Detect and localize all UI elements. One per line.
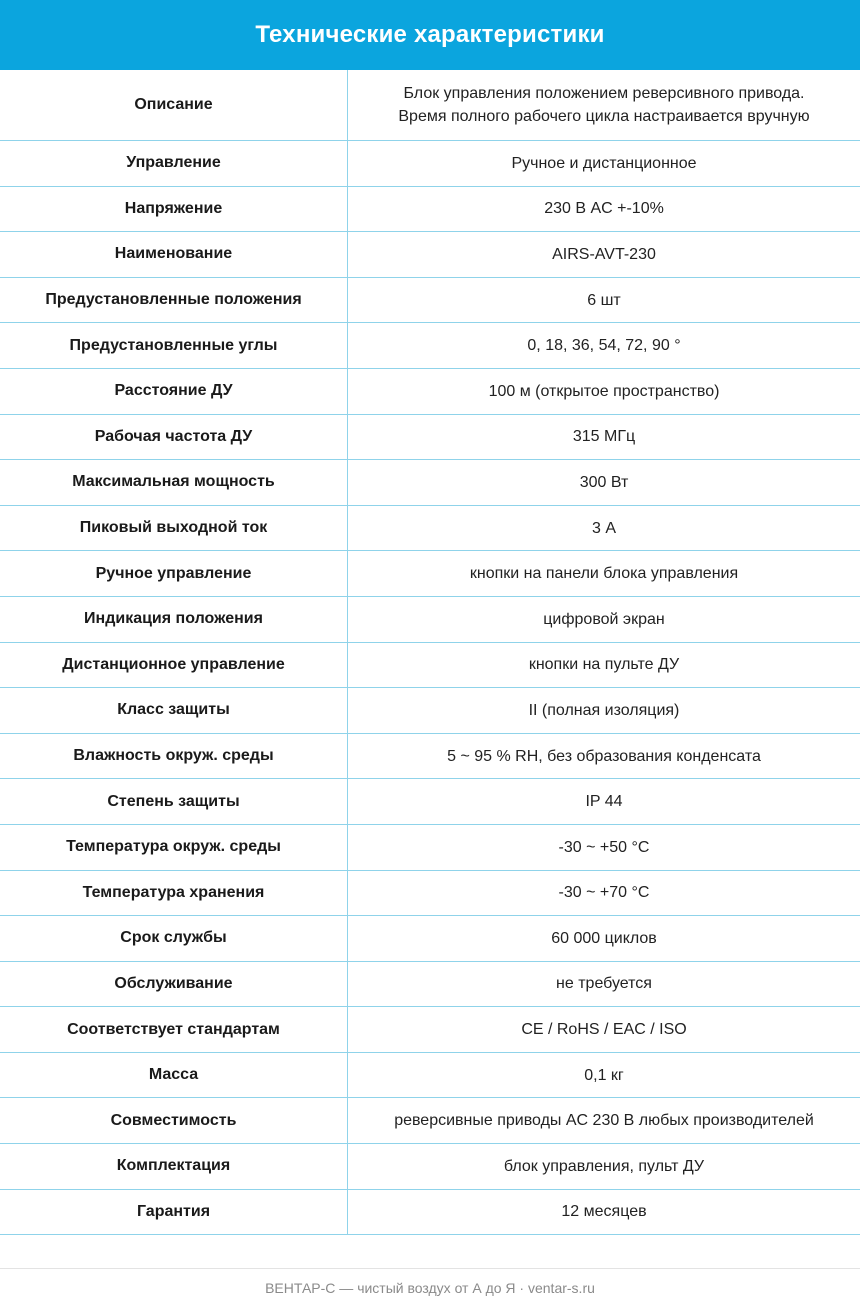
spec-row [0,232,860,278]
spec-row [0,734,860,780]
spec-name: Влажность окруж. среды [0,734,348,779]
spec-name: Предустановленные положения [0,278,348,323]
page-header [0,0,860,70]
spec-value: 5 ~ 95 % RH, без образования конденсата [447,747,761,765]
spec-value: 230 В AC +-10% [544,200,664,218]
spec-name: Рабочая частота ДУ [0,415,348,460]
spec-value: цифровой экран [543,610,665,628]
spec-value: IP 44 [585,793,623,811]
spec-name: Дистанционное управление [0,643,348,688]
spec-value: 6 шт [587,291,621,309]
spec-row [0,369,860,415]
spec-row [0,70,860,141]
spec-value: -30 ~ +50 °C [558,838,650,856]
spec-name: Предустановленные углы [0,323,348,368]
footer-text: ВЕНТАР-С — чистый воздух от А до Я · ventar-s.ru [265,1280,595,1296]
footer-divider [0,1268,860,1269]
spec-value: кнопки на панели блока управления [469,565,739,583]
spec-name: Наименование [0,232,348,277]
spec-name: Температура окруж. среды [0,825,348,870]
spec-row [0,916,860,962]
spec-name: Температура хранения [0,871,348,916]
spec-row [0,688,860,734]
page-title: Технические характеристики [255,21,605,48]
spec-name: Степень защиты [0,779,348,824]
spec-name: Управление [0,141,348,186]
spec-value: Блок управления положением реверсивного привода. Время полного рабочего цикла настраивается вручную [398,85,810,125]
spec-row [0,779,860,825]
spec-value: -30 ~ +70 °C [558,884,650,902]
spec-value: 0,1 кг [584,1066,624,1084]
spec-value: реверсивные приводы AC 230 В любых производителей [394,1112,814,1130]
spec-row [0,323,860,369]
spec-row [0,1098,860,1144]
spec-row [0,962,860,1008]
spec-row [0,1190,860,1236]
spec-name: Расстояние ДУ [0,369,348,414]
spec-row [0,551,860,597]
spec-name: Комплектация [0,1144,348,1189]
spec-row [0,1007,860,1053]
spec-value: не требуется [556,975,652,993]
spec-row [0,1053,860,1099]
spec-value: AIRS-AVT-230 [552,245,656,263]
spec-row [0,278,860,324]
spec-value: 0, 18, 36, 54, 72, 90 ° [527,337,681,355]
spec-name: Ручное управление [0,551,348,596]
spec-name: Срок службы [0,916,348,961]
spec-value: 12 месяцев [561,1203,647,1221]
spec-name: Класс защиты [0,688,348,733]
spec-row [0,871,860,917]
spec-name: Совместимость [0,1098,348,1143]
spec-row [0,643,860,689]
spec-value: CE / RoHS / EAC / ISO [521,1021,687,1039]
spec-name: Соответствует стандартам [0,1007,348,1052]
spec-row [0,141,860,187]
spec-name: Напряжение [0,187,348,232]
spec-value: 100 м (открытое пространство) [488,382,720,400]
spec-name: Пиковый выходной ток [0,506,348,551]
spec-row [0,1144,860,1190]
spec-row [0,506,860,552]
spec-value: 60 000 циклов [551,929,657,947]
spec-name: Масса [0,1053,348,1098]
spec-name: Обслуживание [0,962,348,1007]
spec-row [0,187,860,233]
spec-name: Описание [0,70,348,140]
spec-row [0,415,860,461]
spec-value: II (полная изоляция) [528,701,680,719]
spec-row [0,825,860,871]
spec-value: блок управления, пульт ДУ [503,1157,705,1175]
spec-name: Гарантия [0,1190,348,1235]
spec-value: 3 А [591,519,616,537]
spec-value: 300 Вт [579,473,629,491]
spec-value: кнопки на пульте ДУ [528,656,680,674]
spec-value: 315 МГц [572,428,636,446]
spec-value: Ручное и дистанционное [511,154,697,172]
spec-row [0,597,860,643]
spec-name: Индикация положения [0,597,348,642]
specs-table [0,70,860,1235]
spec-name: Максимальная мощность [0,460,348,505]
spec-row [0,460,860,506]
